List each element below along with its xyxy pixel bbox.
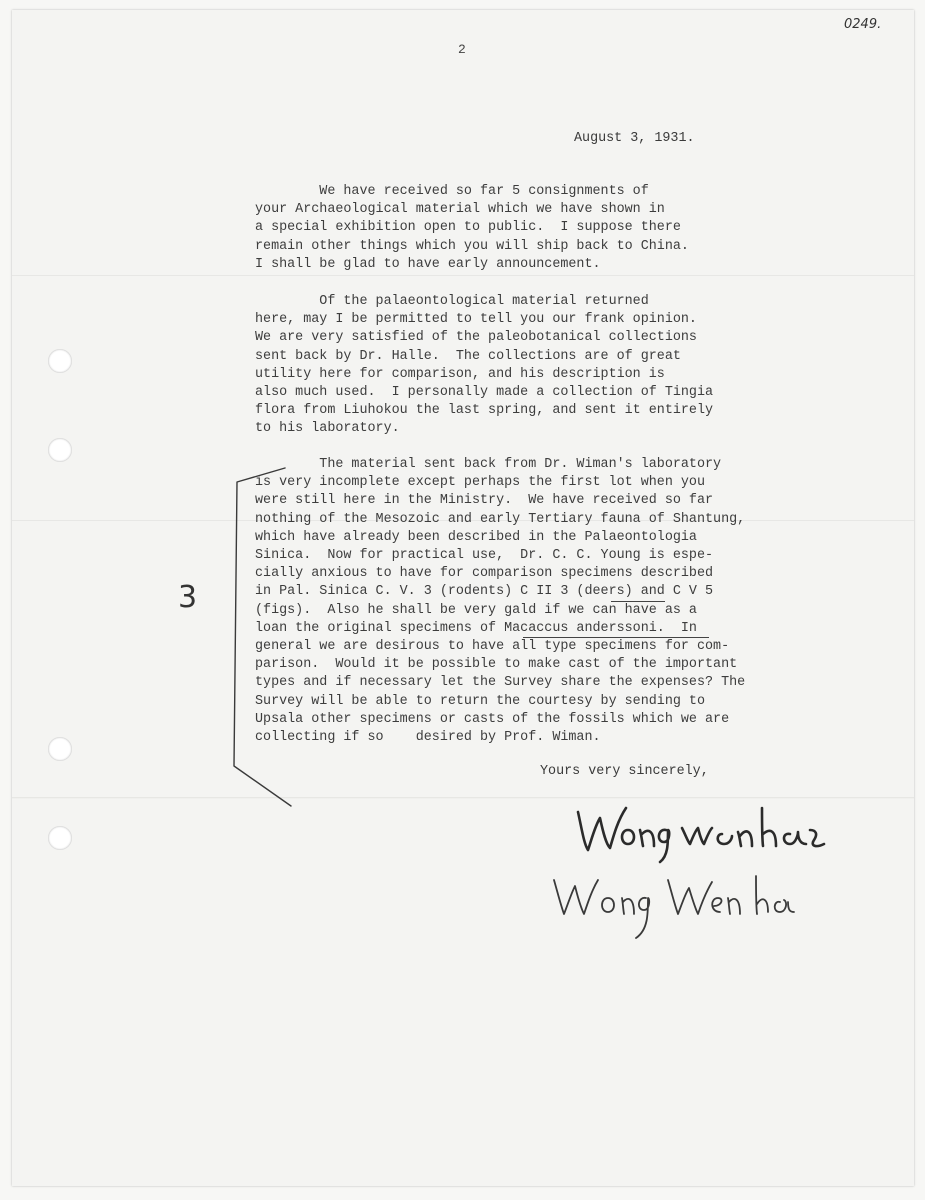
text-line: flora from Liuhokou the last spring, and sent it entirely	[255, 403, 714, 419]
text-line: which have already been described in the Palaeontologia	[255, 529, 697, 545]
text-line: sent back by Dr. Halle. The collections are of great	[255, 348, 681, 364]
handwritten-printed-name	[548, 866, 798, 946]
text-line: We are very satisfied of the paleobotanical collections	[255, 330, 697, 346]
punch-hole	[48, 826, 72, 850]
text-line: The material sent back from Dr. Wiman's laboratory	[255, 457, 722, 472]
text-line: a special exhibition open to public. I suppose there	[255, 220, 681, 236]
text-line: general we are desirous to have all type specimens for com-	[255, 639, 730, 655]
text-line: is very incomplete except perhaps the first lot when you	[255, 475, 705, 491]
text-line: parison. Would it be possible to make cast of the important	[255, 657, 738, 673]
punch-hole	[48, 438, 72, 462]
archive-number: 0249.	[844, 17, 882, 32]
text-line: in Pal. Sinica C. V. 3 (rodents) C II 3 (deers) and C V 5	[255, 584, 714, 600]
paragraph-3	[255, 456, 745, 747]
paper-crease	[12, 275, 914, 276]
text-line: cially anxious to have for comparison specimens described	[255, 566, 714, 582]
punch-hole	[48, 737, 72, 761]
paper-fold	[12, 797, 914, 799]
text-line: were still here in the Ministry. We have received so far	[255, 493, 714, 509]
closing-salutation: Yours very sincerely,	[540, 764, 709, 779]
text-line: Of the palaeontological material returned	[255, 294, 649, 309]
margin-annotation: 3	[178, 580, 198, 615]
text-line: collecting if so desired by Prof. Wiman.	[255, 730, 601, 746]
text-line: here, may I be permitted to tell you our frank opinion.	[255, 312, 697, 328]
text-line: also much used. I personally made a collection of Tingia	[255, 385, 714, 401]
handwritten-signature	[570, 800, 840, 866]
text-line: utility here for comparison, and his description is	[255, 366, 665, 382]
text-line: We have received so far 5 consignments of	[255, 184, 649, 199]
text-line: your Archaeological material which we have shown in	[255, 202, 665, 218]
margin-bracket-mark	[225, 466, 295, 811]
letter-date: August 3, 1931.	[574, 131, 695, 146]
paragraph-1	[255, 183, 689, 274]
text-line: remain other things which you will ship back to China.	[255, 238, 689, 254]
text-line: I shall be glad to have early announcement.	[255, 256, 601, 272]
text-line: (figs). Also he shall be very gald if we can have as a	[255, 602, 697, 618]
paragraph-2	[255, 293, 713, 439]
text-line: to his laboratory.	[255, 421, 400, 437]
text-line: loan the original specimens of Macaccus anderssoni. In	[255, 620, 697, 636]
text-line: types and if necessary let the Survey share the expenses? The	[255, 675, 746, 691]
pencil-underline	[523, 637, 709, 638]
text-line: Survey will be able to return the courtesy by sending to	[255, 693, 705, 709]
page-number: 2	[458, 42, 466, 57]
text-line: Sinica. Now for practical use, Dr. C. C. Young is espe-	[255, 548, 714, 564]
text-line: Upsala other specimens or casts of the fossils which we are	[255, 711, 730, 727]
text-line: nothing of the Mesozoic and early Tertiary fauna of Shantung,	[255, 511, 746, 527]
pencil-underline	[611, 601, 665, 602]
punch-hole	[48, 349, 72, 373]
